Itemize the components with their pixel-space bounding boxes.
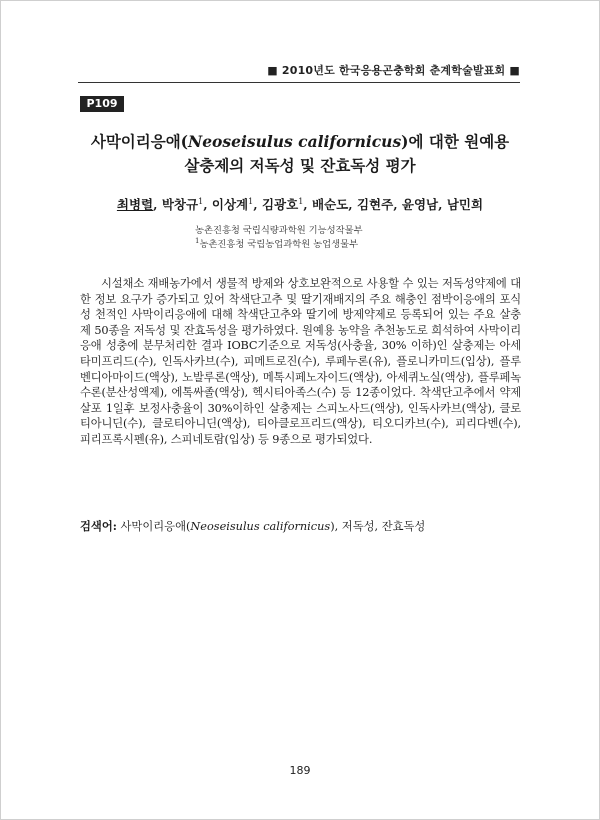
title-line1-pre: 사막이리응애( bbox=[90, 132, 189, 151]
author-separator: , bbox=[348, 197, 357, 212]
author-name: 남민희 bbox=[446, 197, 484, 212]
paper-code-badge: P109 bbox=[80, 96, 124, 112]
author-separator: , bbox=[438, 197, 447, 212]
author-name: 윤영남 bbox=[401, 197, 439, 212]
title-line1-post: )에 대한 원예용 bbox=[401, 132, 510, 151]
keywords-label: 검색어: bbox=[80, 519, 117, 533]
header-rule bbox=[78, 82, 520, 83]
conference-header: ■ 2010년도 한국응용곤충학회 춘계학술발표회 ■ bbox=[267, 64, 520, 77]
affiliation-text: 농촌진흥청 국립농업과학원 농업생물부 bbox=[199, 239, 359, 250]
affiliation bbox=[195, 222, 415, 236]
title-line2: 살충제의 저독성 및 잔효독성 평가 bbox=[184, 156, 416, 175]
affiliation-text: 농촌진흥청 국립식량과학원 기능성작물부 bbox=[195, 225, 363, 236]
author-name: 배순도 bbox=[312, 197, 349, 212]
affiliation bbox=[195, 236, 415, 250]
author-separator: , bbox=[153, 197, 162, 212]
author-affil-sup: 1 bbox=[198, 196, 204, 206]
keywords bbox=[80, 519, 521, 534]
keywords-text: 사막이리응애( bbox=[116, 520, 191, 533]
author-name: 최병렬 bbox=[116, 197, 154, 212]
author-affil-sup: 1 bbox=[248, 196, 254, 206]
keywords-species-name: Neoseisulus californicus bbox=[190, 520, 331, 533]
affiliation-sup: 1 bbox=[195, 236, 200, 245]
page-number: 189 bbox=[289, 764, 311, 777]
author-name: 박창규 bbox=[161, 197, 199, 212]
author-separator: , bbox=[303, 197, 312, 212]
author-separator: , bbox=[253, 197, 262, 212]
paper-title bbox=[60, 130, 540, 178]
author-name: 김광호 bbox=[261, 197, 299, 212]
abstract-body: 시설채소 재배농가에서 생물적 방제와 상호보완적으로 사용할 수 있는 저독성약제에 대한 정보 요구가 증가되고 있어 착색단고추 및 딸기재배지의 주요 해충인 점박이응애의 포식성 천적인 사막이리응애에 대해 착색단고추와 딸기에 방제약제로 등록되어 있는 주요 살충제 50종을 저독성 및 잔효독성을 평가하였다. 원예용 농약을 추천농도로 희석하여 사막이리응애 성충에 분무처리한 결과 IOBC기준으로 저독성(사충율, 30% 이하)인 살충제는 아세타미프리드(수), 인독사카브(수), 피메트로진(수), 루페누론(유), 플로니카미드(입상), 플루벤디아마이드(액상), 노발루론(액상), 메톡시페노자이드(액상), 아세퀴노실(액상), 플루페녹수론(분산성액제), 에톡싸졸(액상), 헥시티아족스(수) 등 12종이었다. 착색단고추에서 약제 살포 1일후 보정사충율이 30%이하인 살충제는 스피노사드(액상), 인독사카브(액상), 클로티아니딘(수), 클로티아니딘(액상), 티아클로프리드(액상), 티오디카브(수), 피리다벤(수), 피리프록시펜(유), 스피네토람(입상) 등 9종으로 평가되었다. bbox=[80, 277, 521, 446]
title-species-name: Neoseisulus californicus bbox=[188, 132, 402, 151]
author-list bbox=[60, 195, 540, 213]
author-separator: , bbox=[203, 197, 212, 212]
author-separator: , bbox=[393, 197, 402, 212]
author-affil-sup: 1 bbox=[298, 196, 304, 206]
keywords-text: ), 저독성, 잔효독성 bbox=[330, 520, 426, 533]
author-name: 이상계 bbox=[211, 197, 249, 212]
author-name: 김현주 bbox=[356, 197, 394, 212]
